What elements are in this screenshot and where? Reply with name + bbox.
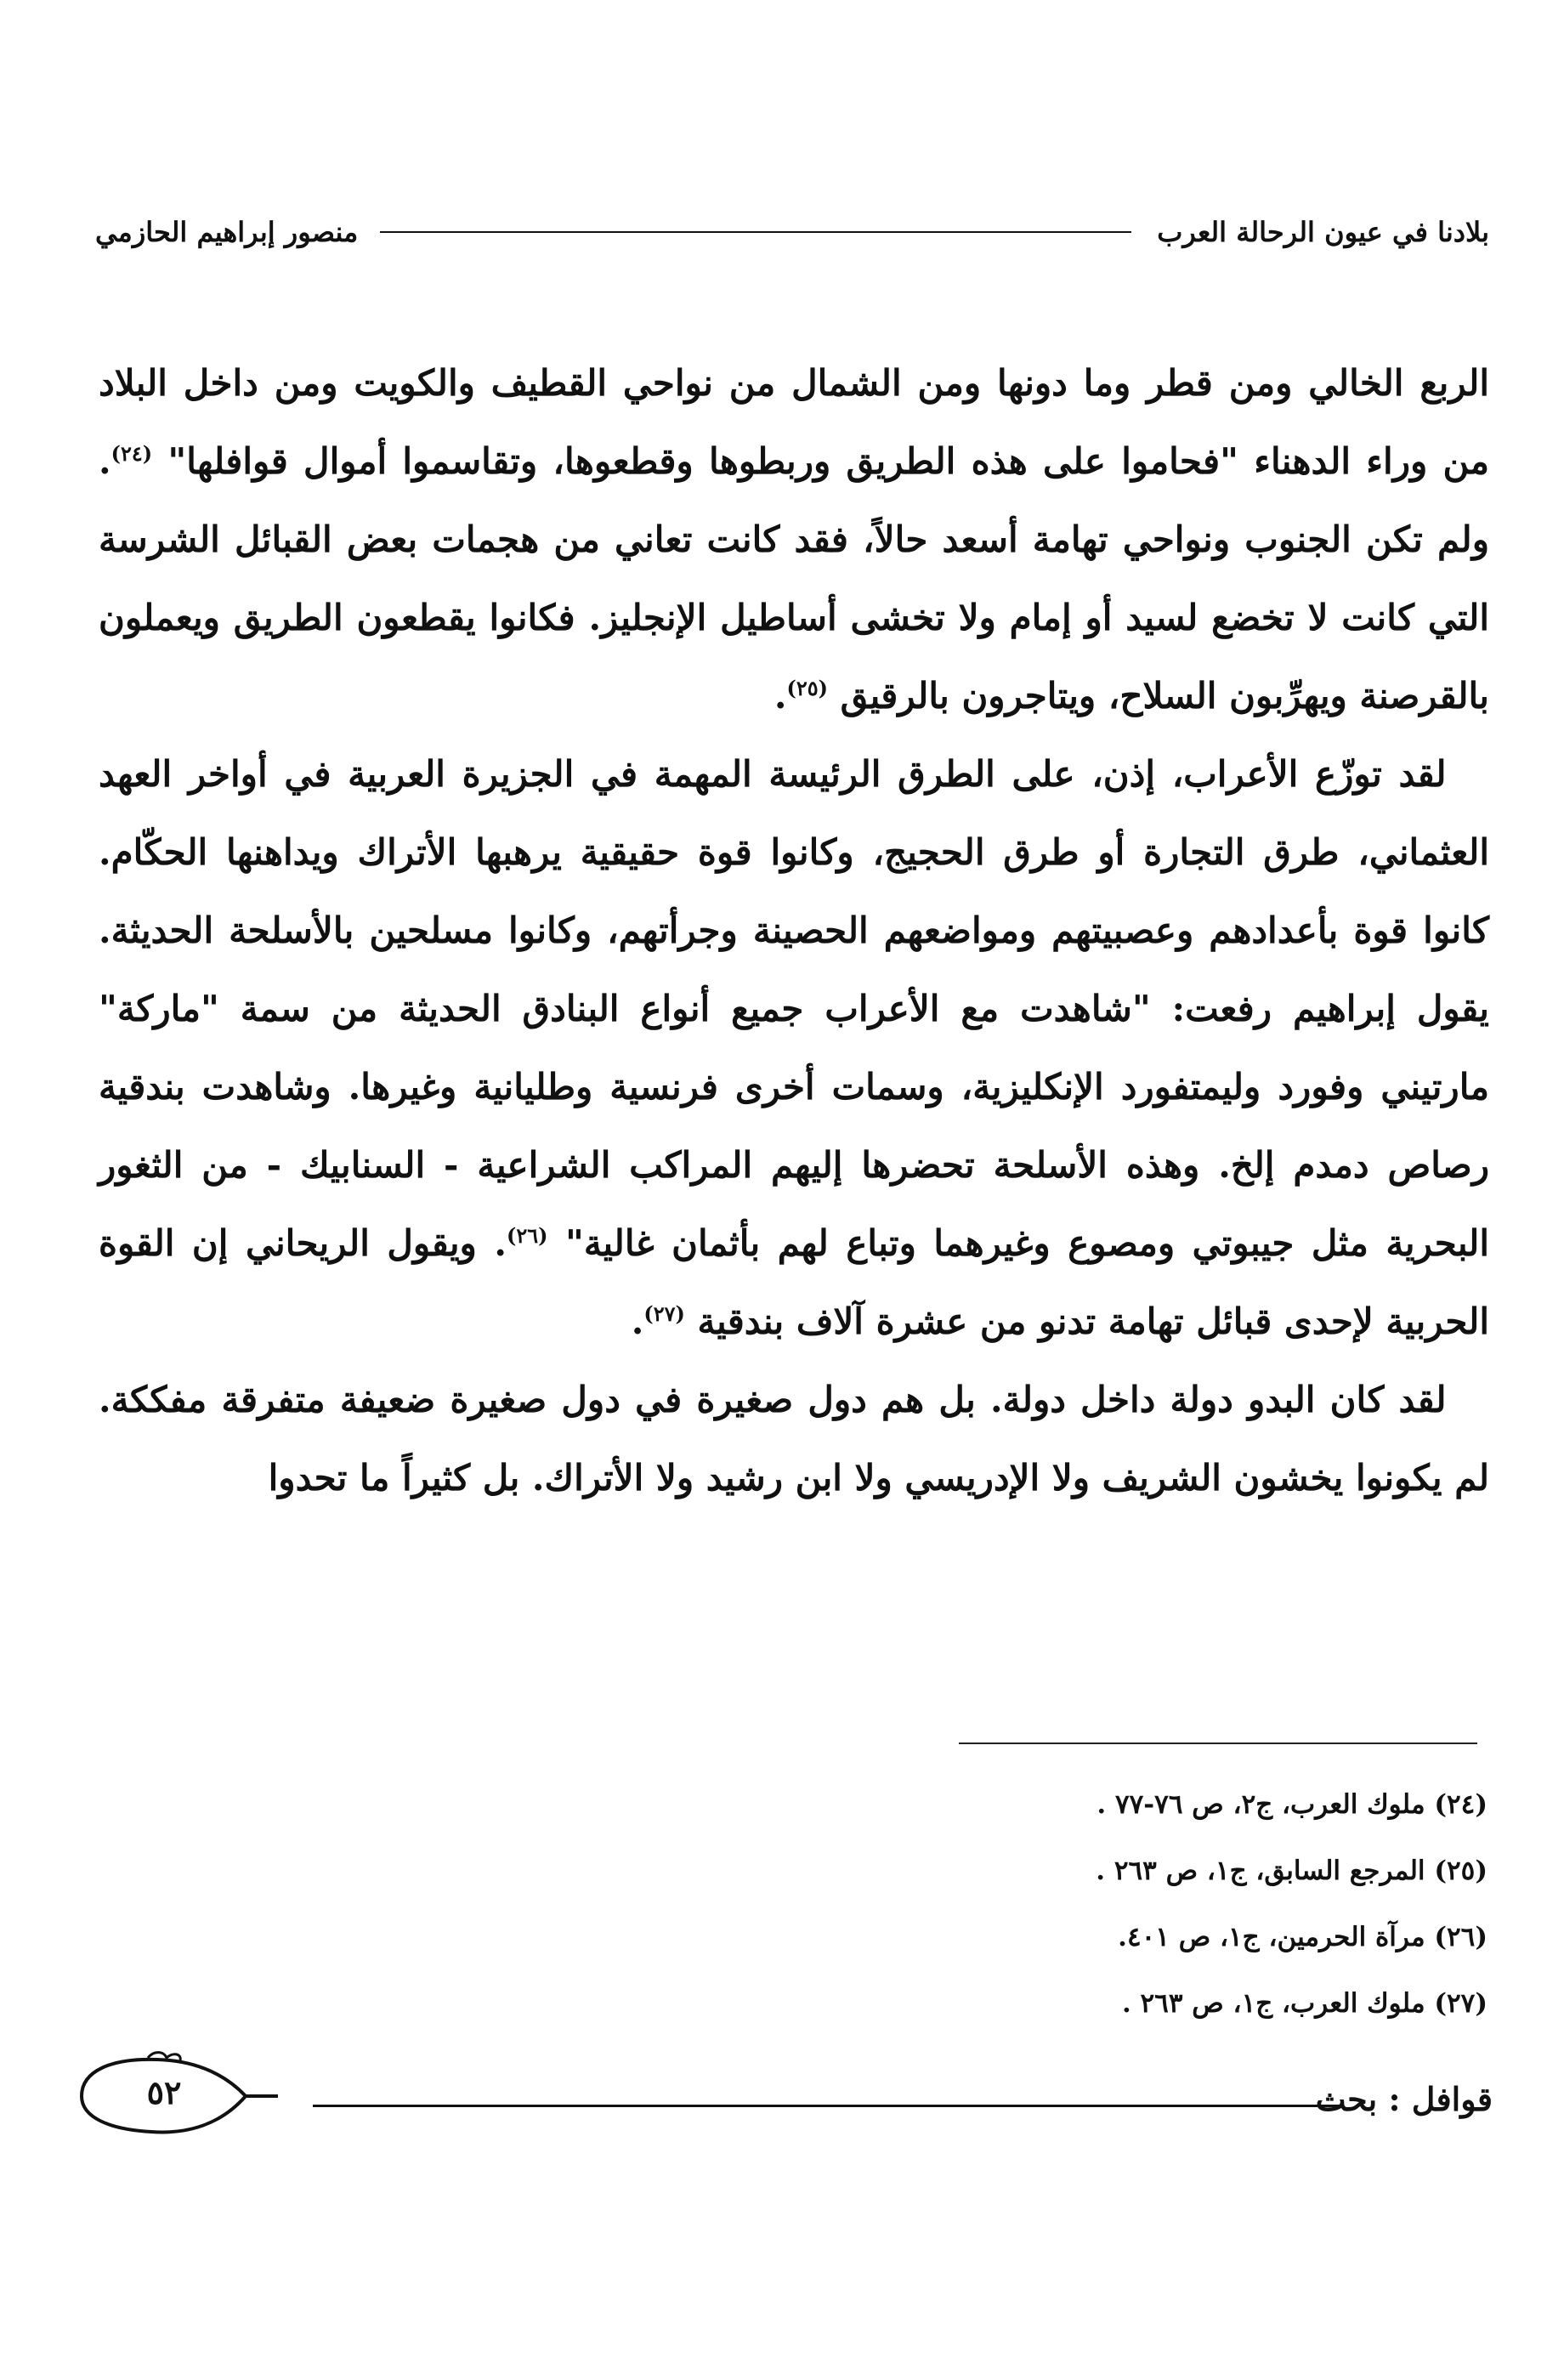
paragraph-2-end: . — [631, 1300, 644, 1342]
paragraph-1-text-a: الربع الخالي ومن قطر وما دونها ومن الشمال من نواحي القطيف والكويت ومن داخل البلاد من وراء الدهناء "فحاموا على هذه الطريق وربطوها وقطعوها، وتقاسموا أموال قوافلها" — [99, 362, 1489, 482]
page-footer — [71, 2047, 1493, 2147]
running-header — [95, 202, 1489, 262]
journal-section: قوافل : بحث — [1315, 2080, 1493, 2118]
footnote-ref-24: (٢٤) — [110, 441, 153, 466]
footnote-24: (٢٤) ملوك العرب، ج٢، ص ٧٦-٧٧ . — [1096, 1789, 1488, 1820]
footnote-26: (٢٦) مرآة الحرمين، ج١، ص ٤٠١. — [1118, 1922, 1488, 1952]
footnotes — [910, 1771, 1488, 2037]
footnote-25: (٢٥) المرجع السابق، ج١، ص ٢٦٣ . — [1096, 1856, 1488, 1886]
paragraph-3: لقد كان البدو دولة داخل دولة. بل هم دول صغيرة في دول صغيرة ضعيفة متفرقة مفككة. لم يكونوا يخشون الشريف ولا الإدريسي ولا ابن رشيد ولا الأتراك. بل كثيراً ما تحدوا — [99, 1379, 1489, 1499]
footnote-27: (٢٧) ملوك العرب، ج١، ص ٢٦٣ . — [1121, 1988, 1488, 2019]
paragraph-1-text-b: . ولم تكن الجنوب ونواحي تهامة أسعد حالاً، فقد كانت تعاني من هجمات بعض القبائل الشرسة التي كانت لا تخضع لسيد أو إمام ولا تخشى أساطيل الإنجليز. فكانوا يقطعون الطريق ويعملون بالقرصنة ويهرِّبون السلاح، ويتاجرون بالرقيق — [99, 440, 1490, 717]
footnote-ref-26: (٢٦) — [506, 1223, 548, 1248]
paragraph-2 — [99, 735, 1489, 1361]
footnote-divider — [959, 1742, 1477, 1744]
paragraph-2-text-b: . ويقول الريحاني إن القوة الحربية لإحدى قبائل تهامة تدنو من عشرة آلاف بندقية — [99, 1222, 1489, 1342]
footnote-ref-25: (٢٥) — [786, 676, 828, 700]
book-title: بلادنا في عيون الرحالة العرب — [1157, 216, 1489, 248]
footer-divider — [313, 2105, 1341, 2107]
page-number: ٥٢ — [146, 2073, 182, 2111]
paragraph-2-text-a: لقد توزّع الأعراب، إذن، على الطرق الرئيسة المهمة في الجزيرة العربية في أواخر العهد العثماني، طرق التجارة أو طرق الحجيج، وكانوا قوة حقيقية يرهبها الأتراك ويداهنها الحكّام. كانوا قوة بأعدادهم وعصبيتهم ومواضعهم الحصينة وجرأتهم، وكانوا مسلحين بالأسلحة الحديثة. يقول إبراهيم رفعت: "شاهدت مع الأعراب جميع أنواع البنادق الحديثة من سمة "ماركة" مارتيني وفورد وليمتفورد الإنكليزية، وسمات أخرى فرنسية وطليانية وغيرها. وشاهدت بندقية رصاص دمدم إلخ. وهذه الأسلحة تحضرها إليهم المراكب الشراعية - السنابيك - من الثغور البحرية مثل جيبوتي ومصوع وغيرهما وتباع لهم بأثمان غالية" — [99, 753, 1489, 1264]
paragraph-1-end: . — [774, 675, 787, 717]
header-divider — [380, 231, 1131, 233]
paragraph-1 — [99, 344, 1489, 735]
footnote-ref-27: (٢٧) — [643, 1301, 685, 1326]
main-text — [99, 344, 1489, 1517]
author-name: منصور إبراهيم الحازمي — [95, 216, 359, 248]
